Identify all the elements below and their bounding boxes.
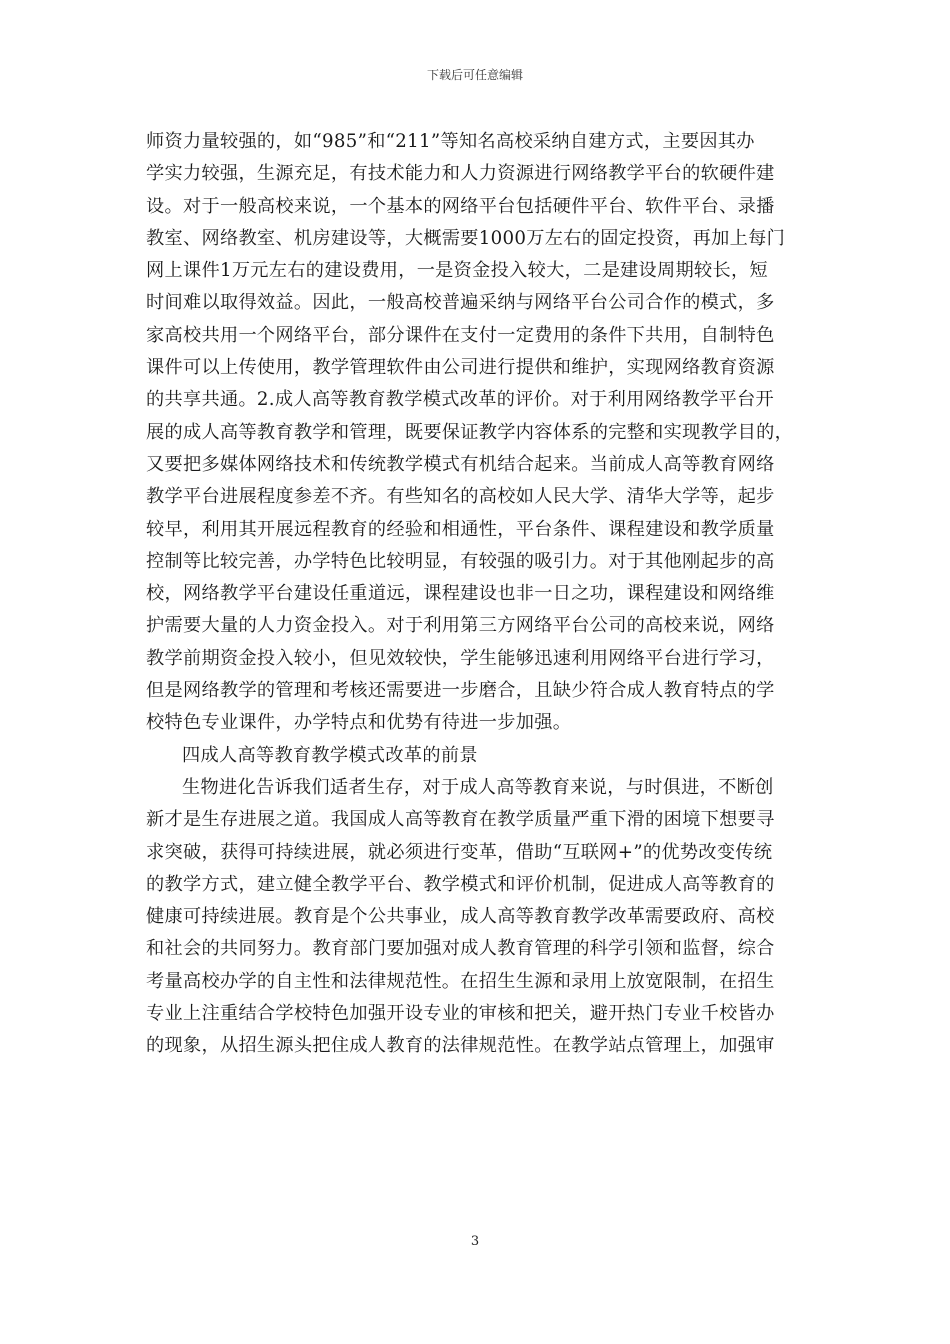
text-line: 师资力量较强的，如“985”和“211”等知名高校采纳自建方式，主要因其办 xyxy=(146,131,755,152)
text-line: 生物进化告诉我们适者生存，对于成人高等教育来说，与时俱进，不断创 xyxy=(182,776,774,798)
text-line: 考量高校办学的自主性和法律规范性。在招生生源和录用上放宽限制，在招生 xyxy=(146,970,775,992)
text-line: 的教学方式，建立健全教学平台、教学模式和评价机制，促进成人高等教育的 xyxy=(146,873,775,895)
text-line: 较早，利用其开展远程教育的经验和相通性，平台条件、课程建设和教学质量 xyxy=(146,518,775,540)
heading-line: 四成人高等教育教学模式改革的前景 xyxy=(182,744,478,766)
text-line: 课件可以上传使用，教学管理软件由公司进行提供和维护，实现网络教育资源 xyxy=(146,357,775,379)
text-line: 和社会的共同努力。教育部门要加强对成人教育管理的科学引领和监督，综合 xyxy=(146,938,775,960)
document-body xyxy=(146,126,806,1063)
text-line: 的现象，从招生源头把住成人教育的法律规范性。在教学站点管理上，加强审 xyxy=(146,1035,775,1057)
text-line: 但是网络教学的管理和考核还需要进一步磨合，且缺少符合成人教育特点的学 xyxy=(146,680,775,702)
text-line: 护需要大量的人力资金投入。对于利用第三方网络平台公司的高校来说，网络 xyxy=(146,615,775,637)
text-line: 的共享共通。2.成人高等教育教学模式改革的评价。对于利用网络教学平台开 xyxy=(146,389,775,411)
text-line: 家高校共用一个网络平台，部分课件在支付一定费用的条件下共用，自制特色 xyxy=(146,324,775,346)
text-line: 学实力较强，生源充足，有技术能力和人力资源进行网络教学平台的软硬件建 xyxy=(146,163,775,185)
section-heading xyxy=(146,740,806,772)
text-line: 展的成人高等教育教学和管理，既要保证教学内容体系的完整和实现教学目的， xyxy=(146,421,794,443)
text-line: 教学前期资金投入较小，但见效较快，学生能够迅速利用网络平台进行学习， xyxy=(146,647,775,669)
page-header: 下载后可任意编辑 xyxy=(426,68,523,82)
text-line: 教室、网络教室、机房建设等，大概需要1000万左右的固定投资，再加上每门 xyxy=(146,227,786,249)
text-line: 又要把多媒体网络技术和传统教学模式有机结合起来。当前成人高等教育网络 xyxy=(146,453,775,475)
text-line: 设。对于一般高校来说，一个基本的网络平台包括硬件平台、软件平台、录播 xyxy=(146,195,775,217)
text-line: 求突破，获得可持续进展，就必须进行变革，借助“互联网+”的优势改变传统 xyxy=(146,841,773,863)
text-line: 校，网络教学平台建设任重道远，课程建设也非一日之功，课程建设和网络维 xyxy=(146,583,775,605)
paragraph-2 xyxy=(146,772,806,804)
paragraph-1 xyxy=(146,126,806,740)
paragraph-2-continued xyxy=(146,804,806,1062)
text-line: 网上课件1万元左右的建设费用，一是资金投入较大，二是建设周期较长，短 xyxy=(146,260,768,282)
text-line: 时间难以取得效益。因此，一般高校普遍采纳与网络平台公司合作的模式，多 xyxy=(146,292,775,314)
page-number: 3 xyxy=(470,1234,480,1249)
text-line: 新才是生存进展之道。我国成人高等教育在教学质量严重下滑的困境下想要寻 xyxy=(146,809,775,831)
text-line: 专业上注重结合学校特色加强开设专业的审核和把关，避开热门专业千校皆办 xyxy=(146,1003,775,1025)
text-line: 健康可持续进展。教育是个公共事业，成人高等教育教学改革需要政府、高校 xyxy=(146,906,775,928)
text-line: 教学平台进展程度参差不齐。有些知名的高校如人民大学、清华大学等，起步 xyxy=(146,486,775,508)
text-line: 校特色专业课件，办学特点和优势有待进一步加强。 xyxy=(146,712,572,734)
text-line: 控制等比较完善，办学特色比较明显，有较强的吸引力。对于其他刚起步的高 xyxy=(146,550,775,572)
